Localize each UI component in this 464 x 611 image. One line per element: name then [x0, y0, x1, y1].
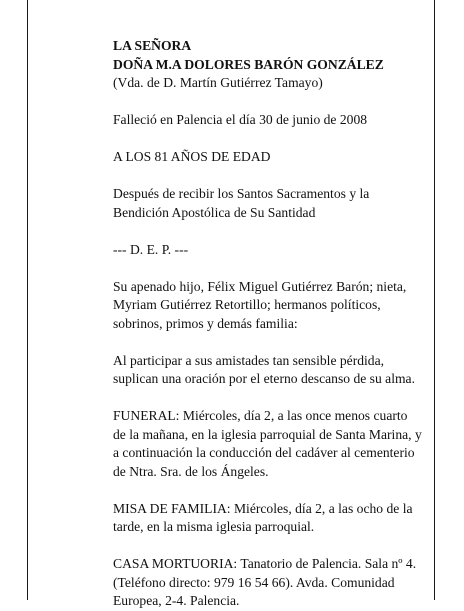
funeral-home-text: CASA MORTUORIA: Tanatorio de Palencia. Sala nº 4. (Teléfono directo: 979 16 54 66). Avda. Comunidad Europea, 2-4. Palencia. [113, 556, 417, 608]
obituary-notice [113, 37, 423, 611]
rip-line: --- D. E. P. --- [113, 241, 189, 257]
request-text: Al participar a sus amistades tan sensible pérdida, suplican una oración por el eterno descanso de su alma. [113, 352, 415, 386]
deceased-name: DOÑA M.A DOLORES BARÓN GONZÁLEZ [113, 56, 384, 72]
age-line: A LOS 81 AÑOS DE EDAD [113, 149, 271, 164]
death-notice: Falleció en Palencia el día 30 de junio de 2008 [113, 112, 368, 127]
sacraments-text: Después de recibir los Santos Sacramentos y la Bendición Apostólica de Su Santidad [113, 186, 370, 220]
family-mass-text: MISA DE FAMILIA: Miércoles, día 2, a las ocho de la tarde, en la misma iglesia parroquial. [113, 500, 413, 534]
family-text: Su apenado hijo, Félix Miguel Gutiérrez Barón; nieta, Myriam Gutiérrez Retortillo; hermanos políticos, sobrinos, primos y demás familia: [113, 278, 407, 331]
title-line-1: LA SEÑORA [113, 38, 192, 53]
widow-of-line: (Vda. de D. Martín Gutiérrez Tamayo) [113, 75, 323, 90]
funeral-text: FUNERAL: Miércoles, día 2, a las once menos cuarto de la mañana, en la iglesia parroquial de Santa Marina, y a continuación la conducción del cadáver al cementerio de Ntra. Sra. de los Ángeles. [113, 408, 422, 479]
